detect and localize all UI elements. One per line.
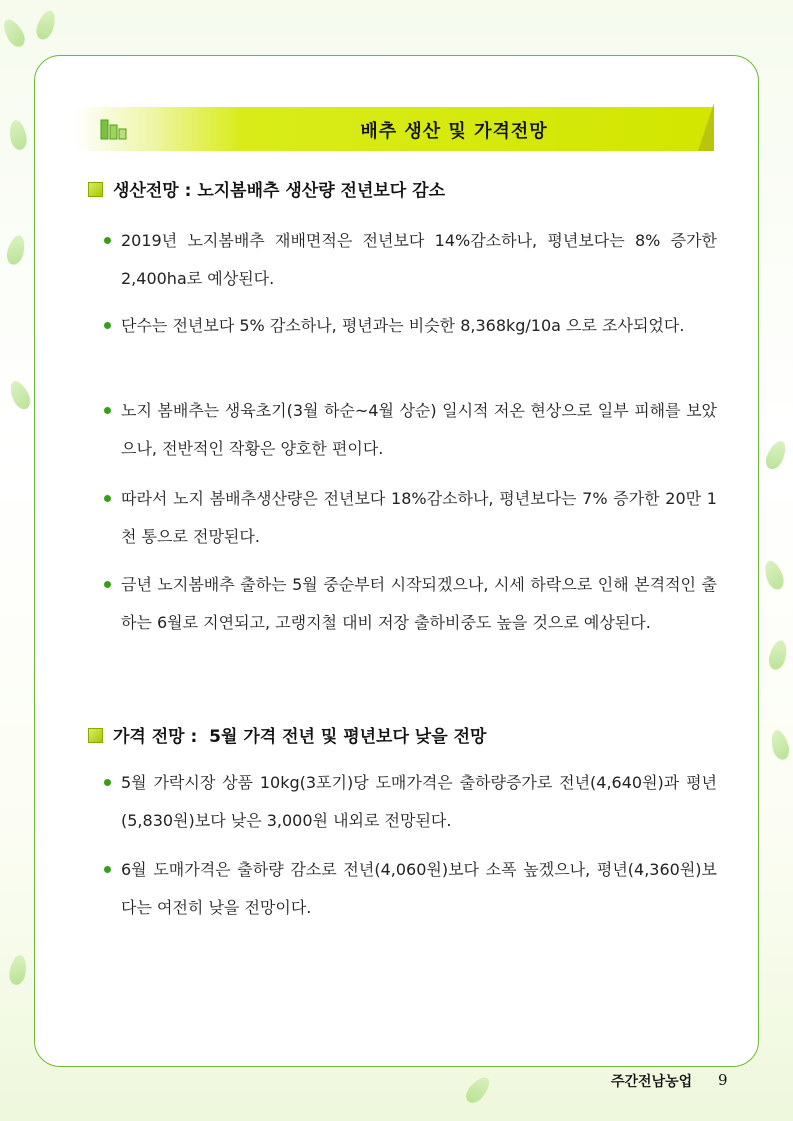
- list-item: [104, 307, 717, 345]
- decorative-leaf: [4, 233, 27, 266]
- bullet-dot-icon: [104, 407, 111, 414]
- decorative-leaf: [768, 728, 791, 761]
- list-item-text: 노지 봄배추는 생육초기(3월 하순~4월 상순) 일시적 저온 현상으로 일부 피해를 보았으나, 전반적인 작황은 양호한 편이다.: [121, 401, 717, 458]
- list-item-text: 5월 가락시장 상품 10kg(3포기)당 도매가격은 출하량증가로 전년(4,640원)과 평년(5,830원)보다 낮은 3,000원 내외로 전망된다.: [121, 773, 717, 830]
- square-bullet-icon: [88, 728, 103, 743]
- section-banner: [74, 107, 714, 151]
- section-heading-production: [88, 176, 445, 201]
- page-number: 9: [718, 1071, 728, 1089]
- list-item-text: 따라서 노지 봄배추생산량은 전년보다 18%감소하나, 평년보다는 7% 증가한 20만 1천 통으로 전망된다.: [121, 489, 717, 546]
- bullet-dot-icon: [104, 866, 111, 873]
- decorative-leaf: [462, 1073, 494, 1106]
- decorative-leaf: [762, 438, 789, 472]
- decorative-leaf: [6, 378, 33, 412]
- list-item: [104, 851, 717, 927]
- list-item-text: 2019년 노지봄배추 재배면적은 전년보다 14%감소하나, 평년보다는 8% 증가한 2,400ha로 예상된다.: [121, 231, 717, 288]
- list-item-text: 단수는 전년보다 5% 감소하나, 평년과는 비슷한 8,368kg/10a 으로 조사되었다.: [121, 316, 685, 335]
- list-item-text: 6월 도매가격은 출하량 감소로 전년(4,060원)보다 소폭 높겠으나, 평년(4,360원)보다는 여전히 낮을 전망이다.: [121, 860, 717, 917]
- bullet-dot-icon: [104, 495, 111, 502]
- square-bullet-icon: [88, 182, 103, 197]
- bullet-dot-icon: [104, 322, 111, 329]
- decorative-leaf: [0, 16, 28, 50]
- bullet-dot-icon: [104, 581, 111, 588]
- list-item: [104, 480, 717, 556]
- decorative-leaf: [761, 558, 786, 592]
- banner-page-curl: [698, 103, 714, 151]
- list-item-text: 금년 노지봄배추 출하는 5월 중순부터 시작되겠으나, 시세 하락으로 인해 본격적인 출하는 6월로 지연되고, 고랭지철 대비 저장 출하비중도 높을 것으로 예상된다.: [121, 575, 717, 632]
- bullet-dot-icon: [104, 237, 111, 244]
- list-item: [104, 566, 717, 642]
- heading-text: 생산전망 : 노지봄배추 생산량 전년보다 감소: [113, 181, 445, 201]
- decorative-leaf: [33, 8, 58, 42]
- decorative-leaf: [766, 638, 789, 671]
- decorative-leaf: [8, 119, 29, 151]
- list-item: [104, 392, 717, 468]
- heading-text: 가격 전망 : 5월 가격 전년 및 평년보다 낮을 전망: [113, 727, 487, 747]
- list-item: [104, 222, 717, 298]
- list-item: [104, 764, 717, 840]
- bullet-dot-icon: [104, 779, 111, 786]
- section-heading-price: [88, 722, 486, 747]
- banner-title: 배추 생산 및 가격전망: [360, 121, 548, 142]
- publication-name: 주간전남농업: [611, 1074, 693, 1090]
- decorative-leaf: [8, 954, 29, 986]
